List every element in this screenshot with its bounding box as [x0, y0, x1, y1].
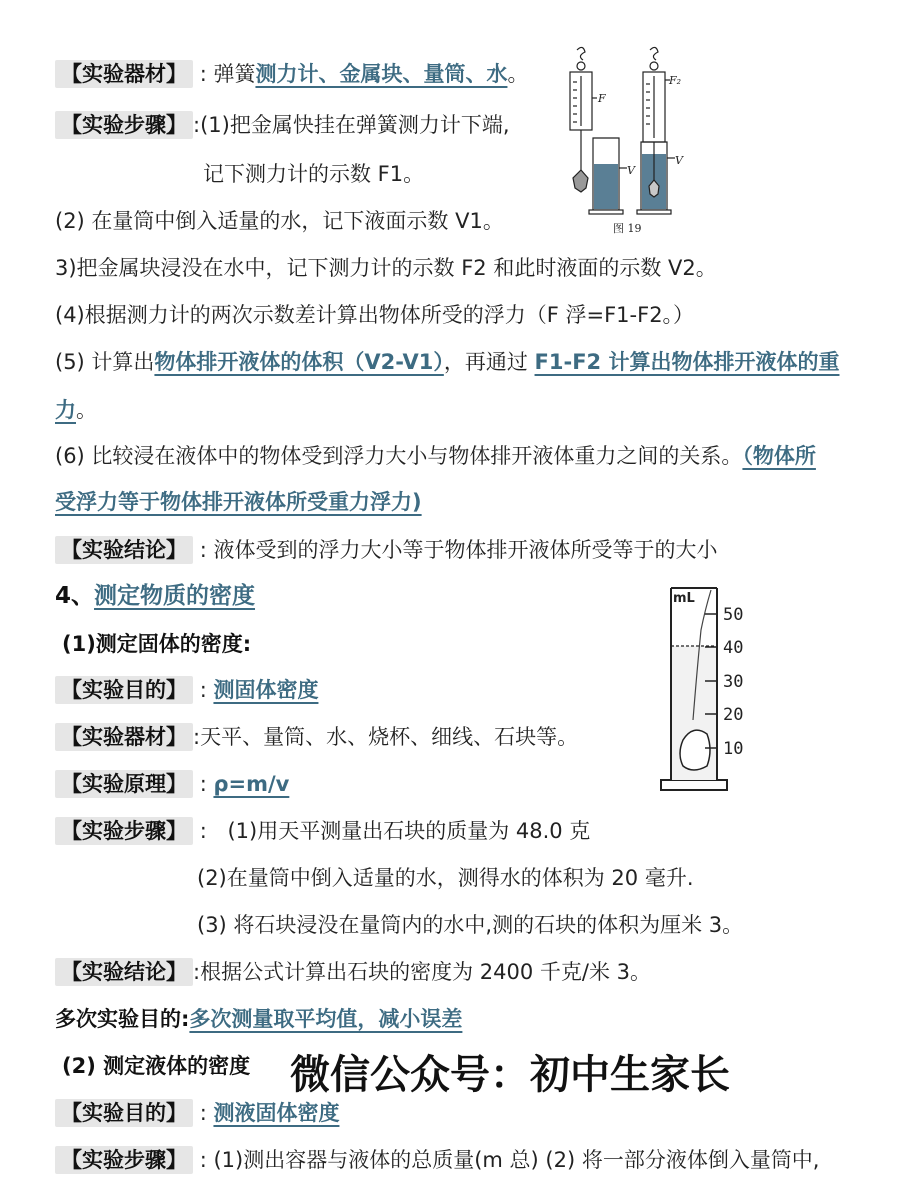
highlight-text: 受浮力等于物体排开液体所受重力浮力): [55, 490, 422, 514]
measuring-cylinder-drawing: [655, 580, 785, 800]
spring-scale-right: [643, 47, 670, 142]
steps-solid-2: [197, 862, 694, 894]
section-heading-4: [55, 580, 255, 612]
text: (2) 在量筒中倒入适量的水，记下液面示数 V1。: [55, 209, 504, 233]
steps-line-2: [55, 205, 504, 237]
text: 3)把金属块浸没在水中，记下测力计的示数 F2 和此时液面的示数 V2。: [55, 256, 717, 280]
highlight-text: F1-F2 计算出物体排开液体的重: [534, 350, 840, 374]
text: (6) 比较浸在液体中的物体受到浮力大小与物体排开液体重力之间的关系。: [55, 444, 743, 468]
text: (2)在量筒中倒入适量的水，测得水的体积为 20 毫升.: [197, 866, 694, 890]
tick-label-40: 40: [723, 638, 744, 658]
purpose-line: [55, 674, 318, 706]
text: (1)测定固体的密度:: [62, 632, 252, 656]
highlight-text: 测固体密度: [213, 678, 319, 702]
formula: ρ=m/v: [213, 772, 290, 796]
equipment-line-2: [55, 721, 578, 753]
highlight-text: （物体所: [742, 444, 816, 468]
label-v-right: V: [675, 154, 683, 167]
steps-solid-1: [55, 815, 590, 847]
label-v-left: V: [627, 164, 635, 177]
tick-label-30: 30: [723, 672, 744, 692]
steps-line-1b: [203, 158, 424, 190]
label-f2: F₂: [669, 74, 682, 87]
separator: :: [199, 62, 207, 86]
steps-line-5: [55, 346, 839, 378]
cylinder-right: [637, 142, 675, 214]
unit-label: mL: [673, 591, 695, 606]
steps-solid-3: [197, 909, 743, 941]
text: ，再通过: [443, 350, 535, 374]
steps-line-5b: [55, 394, 97, 426]
measuring-cylinder-figure: [655, 580, 785, 800]
label-tag: 【实验结论】: [55, 958, 193, 986]
highlight-text: 多次测量取平均值，减小误差: [189, 1007, 463, 1031]
subsection-liquid-density: [62, 1050, 250, 1082]
steps-liquid-line: [55, 1144, 820, 1176]
highlight-text: 测液固体密度: [213, 1101, 340, 1125]
figure-19: [555, 42, 705, 242]
repeat-purpose-line: [55, 1003, 462, 1035]
conclusion-solid: [55, 956, 651, 988]
separator: :: [199, 1148, 207, 1172]
text: (2) 测定液体的密度: [62, 1054, 251, 1078]
label-tag: 【实验原理】: [55, 770, 193, 798]
label-tag: 【实验步骤】: [55, 1146, 193, 1174]
separator: :: [199, 678, 207, 702]
tick-label-20: 20: [723, 705, 744, 725]
watermark-text: 微信公众号：初中生家长: [290, 1052, 730, 1098]
tick-label-50: 50: [723, 605, 744, 625]
label-tag: 【实验步骤】: [55, 817, 193, 845]
steps-line-3: [55, 252, 717, 284]
text: (1)用天平测量出石块的质量为 48.0 克: [227, 819, 591, 843]
text: (4)根据测力计的两次示数差计算出物体所受的浮力（F 浮=F1-F2。）: [55, 303, 695, 327]
text: 液体受到的浮力大小等于物体排开液体所受等于的大小: [213, 538, 718, 562]
label-tag: 【实验步骤】: [55, 111, 193, 139]
label-tag: 【实验器材】: [55, 723, 193, 751]
purpose-liquid-line: [55, 1097, 339, 1129]
text: :根据公式计算出石块的密度为 2400 千克/米 3。: [193, 960, 651, 984]
text: 。: [76, 398, 97, 422]
label-f: F: [598, 92, 606, 105]
text: (1)测出容器与液体的总质量(m 总) (2) 将一部分液体倒入量筒中,: [213, 1148, 820, 1172]
principle-line: [55, 768, 289, 800]
section-title: 测定物质的密度: [94, 583, 256, 609]
figure-19-drawing: [555, 42, 705, 242]
text: (3) 将石块浸没在量筒内的水中,测的石块的体积为厘米 3。: [197, 913, 744, 937]
text: 。: [507, 62, 529, 86]
separator: :: [199, 819, 207, 843]
steps-line-4: [55, 299, 694, 331]
highlight-text: 力: [55, 398, 76, 422]
label-tag: 【实验器材】: [55, 60, 193, 88]
steps-line-6b: [55, 486, 422, 518]
separator: :: [199, 772, 207, 796]
cylinder-left: [589, 138, 627, 214]
label-bold: 多次实验目的:: [55, 1007, 190, 1031]
text: :天平、量筒、水、烧杯、细线、石块等。: [193, 725, 579, 749]
subsection-solid-density: [62, 628, 251, 660]
section-number: 4、: [55, 583, 95, 609]
conclusion-line: [55, 534, 717, 566]
equipment-line-1: [55, 58, 528, 90]
figure-caption: 图 19: [613, 222, 642, 235]
steps-line-1: [55, 109, 510, 141]
highlight-text: 物体排开液体的体积（V2-V1）: [154, 350, 444, 374]
steps-line-6: [55, 440, 816, 472]
separator: :: [199, 1101, 207, 1125]
label-tag: 【实验目的】: [55, 1099, 193, 1127]
tick-label-10: 10: [723, 739, 744, 759]
text: 弹簧: [213, 62, 256, 86]
label-tag: 【实验结论】: [55, 536, 193, 564]
label-tag: 【实验目的】: [55, 676, 193, 704]
separator: :: [199, 538, 207, 562]
text: :(1)把金属快挂在弹簧测力计下端,: [193, 113, 510, 137]
text: (5) 计算出: [55, 350, 155, 374]
highlight-text: 测力计、金属块、量筒、水: [255, 62, 508, 86]
text: 记下测力计的示数 F1。: [203, 162, 425, 186]
